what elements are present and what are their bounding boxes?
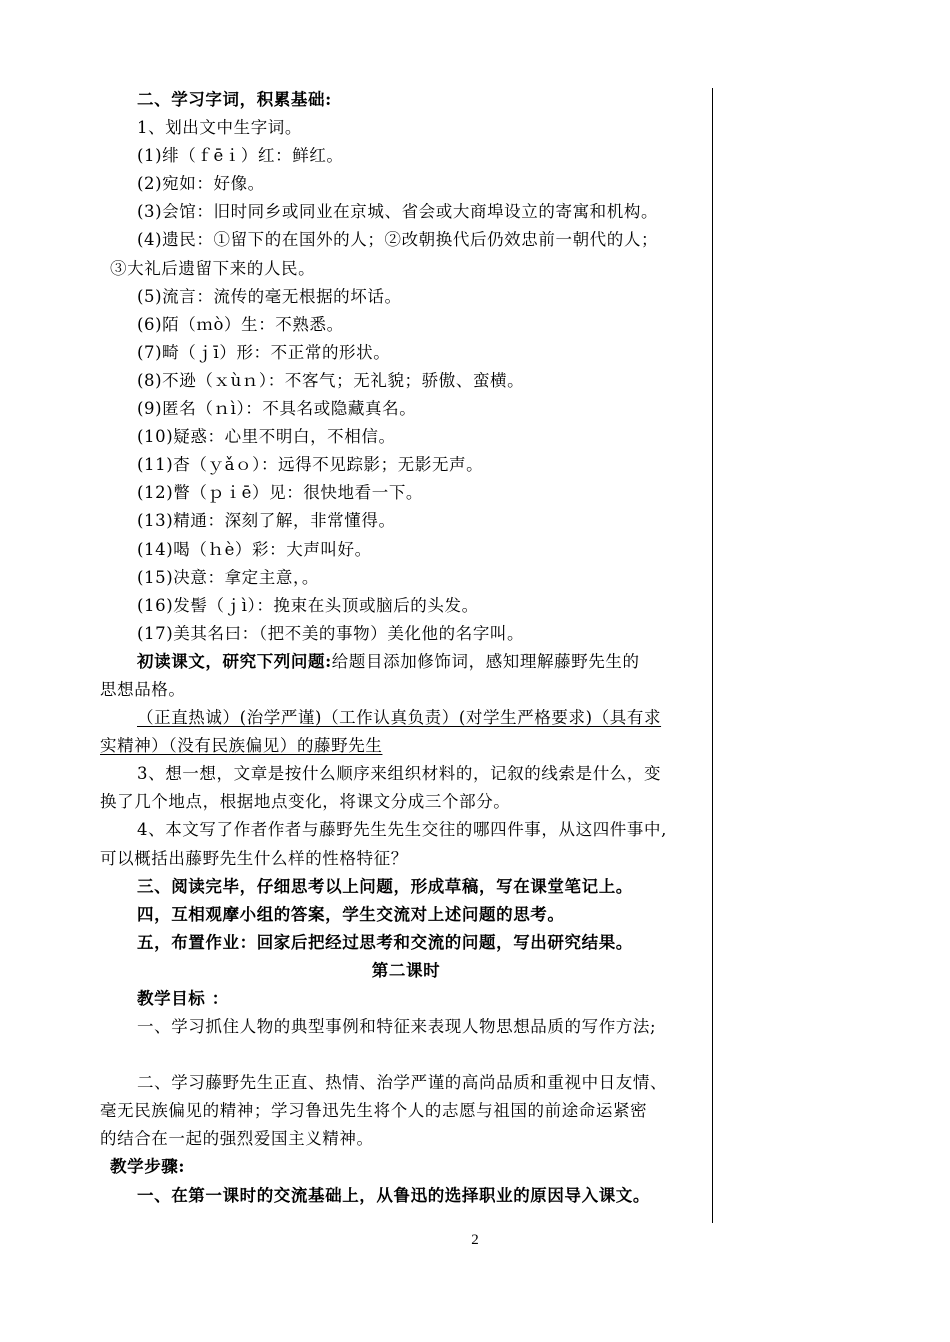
vocab-item-continuation: ③大礼后遗留下来的人民。 [110,258,316,278]
answer-line: （正直热诚）(治学严谨)（工作认真负责）(对学生严格要求)（具有求 [137,708,662,728]
vocab-item: (14)喝（ｈè）彩：大声叫好。 [137,539,372,559]
step-four: 四，互相观摩小组的答案，学生交流对上述问题的思考。 [137,904,565,924]
question-four-continuation: 可以概括出藤野先生什么样的性格特征？ [100,848,408,868]
vocab-item: (6)陌（ｍò）生：不熟悉。 [137,314,344,334]
vocab-item: (10)疑惑：心里不明白，不相信。 [137,427,396,447]
vocab-list [100,142,712,648]
vocab-item: (12)瞥（ｐｉē）见：很快地看一下。 [137,483,424,503]
goal-two-continuation: 的结合在一起的强烈爱国主义精神。 [100,1129,374,1149]
answer-line: 实精神）（没有民族偏见）的藤野先生 [100,736,383,756]
first-read-question [100,648,712,676]
step-one: 一、在第一课时的交流基础上，从鲁迅的选择职业的原因导入课文。 [137,1185,650,1205]
steps-label: 教学步骤: [110,1157,186,1177]
question-three: 3、想一想，文章是按什么顺序来组织材料的，记叙的线索是什么，变 [137,764,662,784]
question-four: 4、本文写了作者作者与藤野先生先生交往的哪四件事，从这四件事中, [137,820,667,840]
vocab-item: (7)畸（ｊī）形：不正常的形状。 [137,342,391,362]
goal-one: 一、学习抓住人物的典型事例和特征来表现人物思想品质的写作方法; [137,1017,657,1037]
goal-two: 二、学习藤野先生正直、热情、治学严谨的高尚品质和重视中日友情、 [137,1073,668,1093]
goals-label: 教学目标 ： [137,989,229,1008]
vocab-item: (3)会馆：旧时同乡或同业在京城、省会或大商埠设立的寄寓和机构。 [137,202,659,222]
vocab-item: (16)发髻（ｊì）：挽束在头顶或脑后的头发。 [137,595,479,615]
blank-spacer [100,1041,712,1069]
goal-two-continuation: 毫无民族偏见的精神；学习鲁迅先生将个人的志愿与祖国的前途命运紧密 [100,1101,648,1121]
vocab-item: (15)决意：拿定主意，。 [137,567,319,587]
page-number: 2 [471,1232,479,1248]
vocab-item: (17)美其名曰：（把不美的事物）美化他的名字叫。 [137,623,525,643]
lesson-two-title: 第二课时 [371,960,441,980]
vocab-item: (11)杳（ｙǎｏ）：远得不见踪影；无影无声。 [137,455,484,475]
vocab-item: (2)宛如：好像。 [137,174,265,194]
first-read-label: 初读课文，研究下列问题: [137,651,332,671]
vocab-item: (5)流言：流传的毫无根据的坏话。 [137,286,402,306]
question-three-continuation: 换了几个地点，根据地点变化，将课文分成三个部分。 [100,792,511,812]
first-read-continuation: 思想品格。 [100,679,186,699]
first-read-text: 给题目添加修饰词，感知理解藤野先生的 [331,651,640,671]
vocab-item: (13)精通：深刻了解，非常懂得。 [137,511,396,531]
step-five: 五，布置作业：回家后把经过思考和交流的问题，写出研究结果。 [137,932,633,952]
section-two-heading: 二、学习字词，积累基础: [137,90,332,109]
vocab-intro: 1、划出文中生字词。 [137,118,302,138]
vocab-item: (9)匿名（ｎì）：不具名或隐藏真名。 [137,399,417,419]
vocab-item: (1)绯（ｆēｉ）红：鲜红。 [137,146,344,166]
vocab-item: (4)遗民：①留下的在国外的人；②改朝换代后仍效忠前一朝代的人； [137,230,659,250]
step-three: 三、阅读完毕，仔细思考以上问题，形成草稿，写在课堂笔记上。 [137,876,633,896]
right-margin-rule [712,88,713,1223]
vocab-item: (8)不逊（ｘùｎ）：不客气；无礼貌；骄傲、蛮横。 [137,370,525,390]
lesson-plan-body [100,86,712,1210]
